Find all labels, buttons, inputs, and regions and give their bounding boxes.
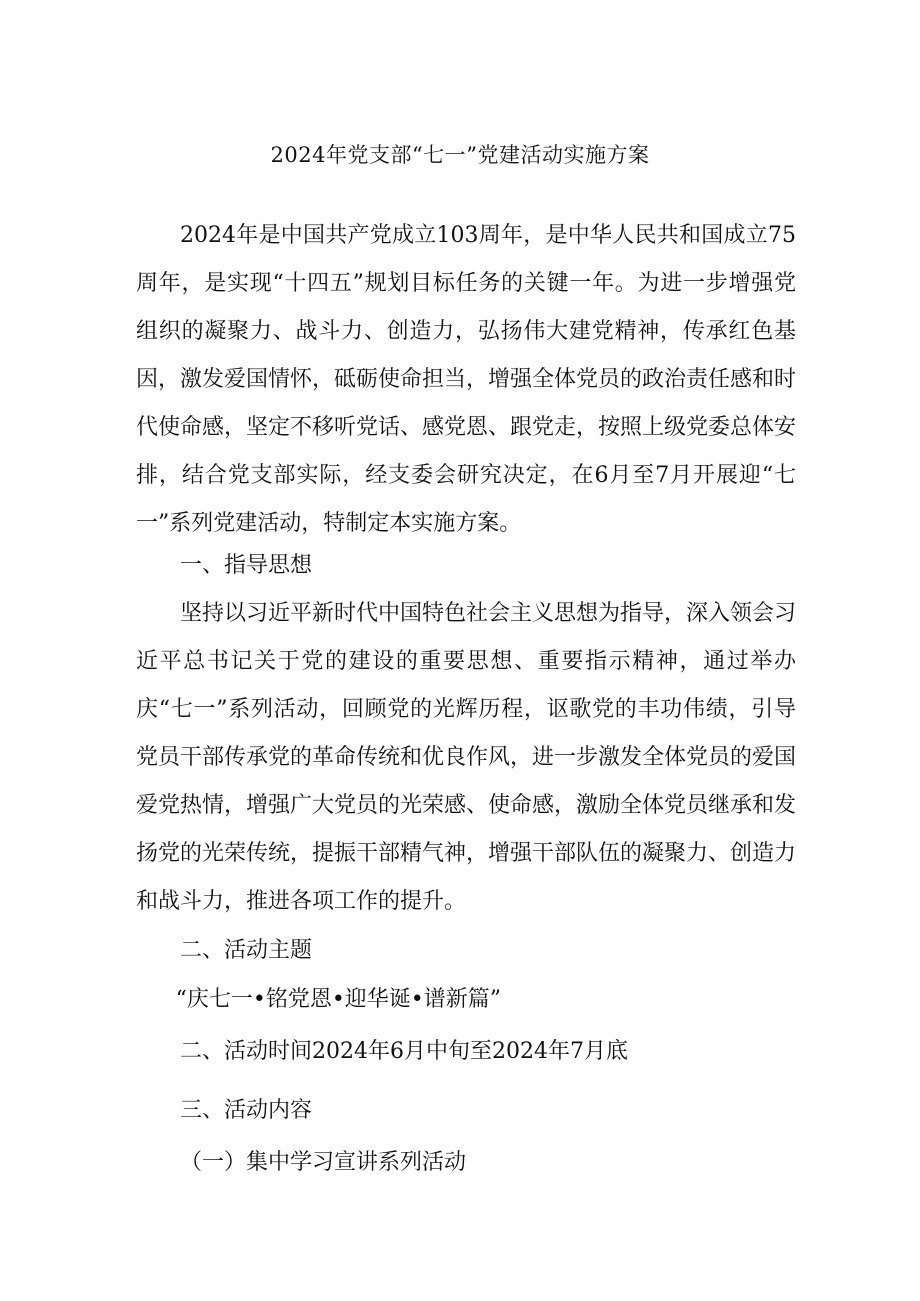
subsection-heading-study-activities: （一）集中学习宣讲系列活动 — [180, 1150, 467, 1175]
section-heading-guiding-ideology: 一、指导思想 — [180, 553, 313, 578]
section-heading-activity-time: 二、活动时间2024年6月中旬至2024年7月底 — [180, 1039, 628, 1064]
section-heading-activity-theme: 二、活动主题 — [180, 938, 313, 963]
activity-theme-text: “庆七一•铭党恩•迎华诞•谱新篇” — [175, 987, 502, 1012]
intro-paragraph: 2024年是中国共产党成立103周年，是中华人民共和国成立75周年，是实现“十四五”规划目标任务的关键一年。为进一步增强党组织的凝聚力、战斗力、创造力，弘扬伟大建党精神，传承红色基因，激发爱国情怀，砥砺使命担当，增强全体党员的政治责任感和时代使命感，坚定不移听党话、感党恩、跟党走，按照上级党委总体安排，结合党支部实际，经支委会研究决定，在6月至7月开展迎“七一”系列党建活动，特制定本实施方案。 — [136, 223, 797, 536]
section-heading-activity-content: 三、活动内容 — [180, 1098, 313, 1123]
document-title: 2024年党支部“七一”党建活动实施方案 — [270, 143, 650, 167]
guiding-ideology-paragraph: 坚持以习近平新时代中国特色社会主义思想为指导，深入领会习近平总书记关于党的建设的重要思想、重要指示精神，通过举办庆“七一”系列活动，回顾党的光辉历程，讴歌党的丰功伟绩，引导党员干部传承党的革命传统和优良作风，进一步激发全体党员的爱国爱党热情，增强广大党员的光荣感、使命感，激励全体党员继承和发扬党的光荣传统，提振干部精气神，增强干部队伍的凝聚力、创造力和战斗力，推进各项工作的提升。 — [136, 601, 797, 914]
